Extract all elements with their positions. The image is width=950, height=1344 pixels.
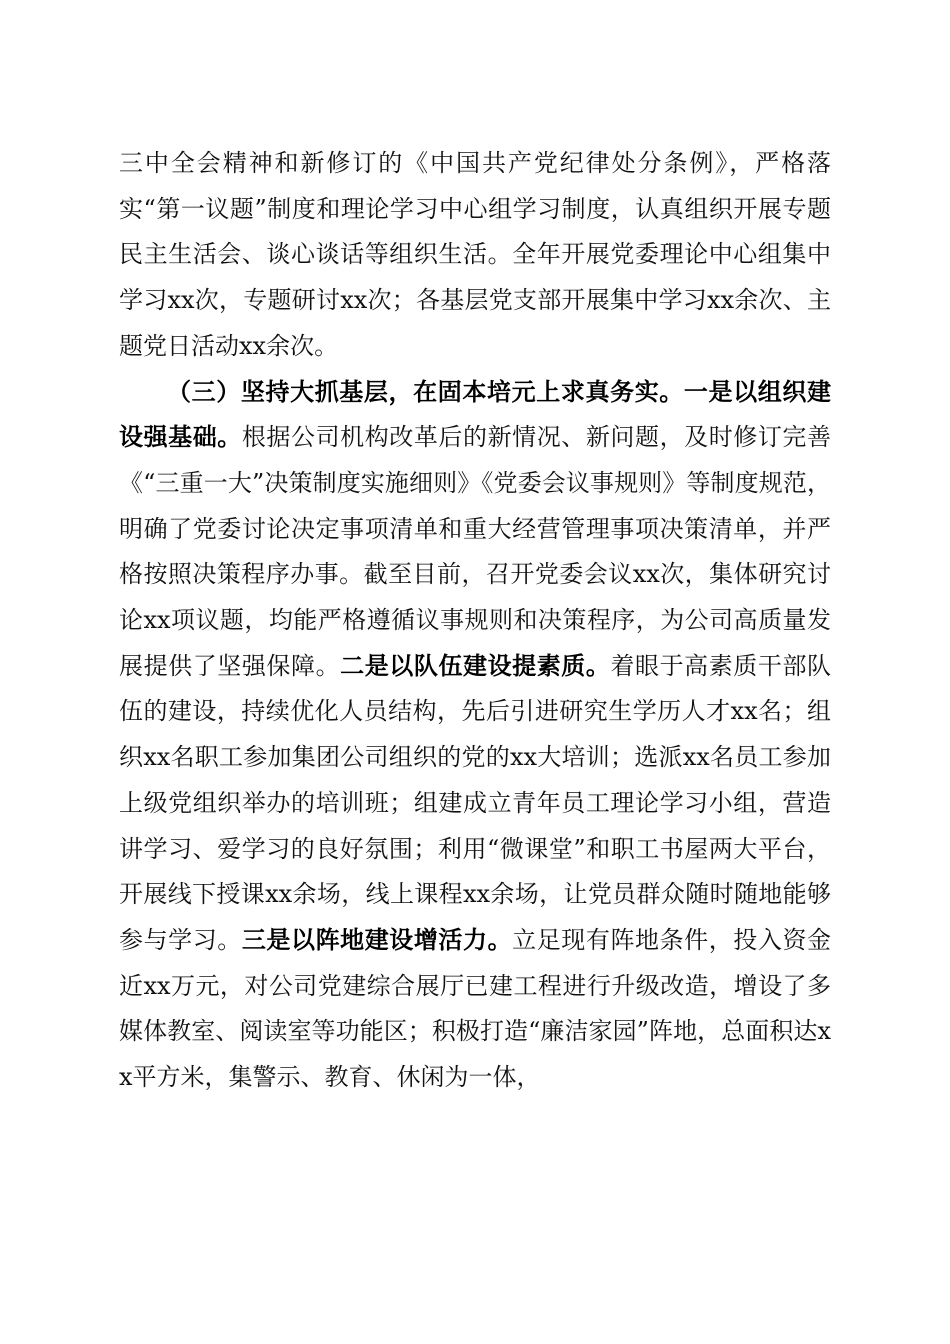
point1-body: 根据公司机构改革后的新情况、新问题，及时修订完善《“三重一大”决策制度实施细则》《党委会议事规则》等制度规范，明确了党委讨论决定事项清单和重大经营管理事项决策清单，并严格按照决策程序办事。截至目前，召开党委会议xx次，集体研究讨论xx项议题，均能严格遵循议事规则和决策程序，为公司高质量发展提供了坚强保障。 [119, 423, 832, 680]
paragraph-party-study-text: 三中全会精神和新修订的《中国共产党纪律处分条例》，严格落实“第一议题”制度和理论学习中心组学习制度，认真组织开展专题民主生活会、谈心谈话等组织生活。全年开展党委理论中心组集中学习xx次，专题研讨xx次；各基层党支部开展集中学习xx余次、主题党日活动xx余次。 [119, 149, 831, 360]
point2-body: 着眼于高素质干部队伍的建设，持续优化人员结构，先后引进研究生学历人才xx名；组织xx名职工参加集团公司组织的党的xx大培训；选派xx名员工参加上级党组织举办的培训班；组建成立青年员工理论学习小组，营造讲学习、爱学习的良好氛围；利用“微课堂”和职工书屋两大平台，开展线下授课xx余场，线上课程xx余场，让党员群众随时随地能够参与学习。 [119, 651, 832, 954]
document-page [119, 141, 831, 1101]
point3-body: 立足现有阵地条件，投入资金近xx万元，对公司党建综合展厅已建工程进行升级改造，增设了多媒体教室、阅读室等功能区；积极打造“廉洁家园”阵地，总面积达xx平方米，集警示、教育、休闲为一体， [119, 925, 832, 1092]
paragraph-party-study [119, 141, 831, 370]
point2-title: 二是以队伍建设提素质。 [340, 651, 611, 680]
point1-title: 一是以组织建设强基础。 [119, 377, 831, 452]
point3-title: 三是以阵地建设增活力。 [241, 925, 513, 954]
paragraph-grassroots [119, 370, 831, 1101]
section-heading: （三）坚持大抓基层，在固本培元上求真务实。 [167, 377, 684, 406]
